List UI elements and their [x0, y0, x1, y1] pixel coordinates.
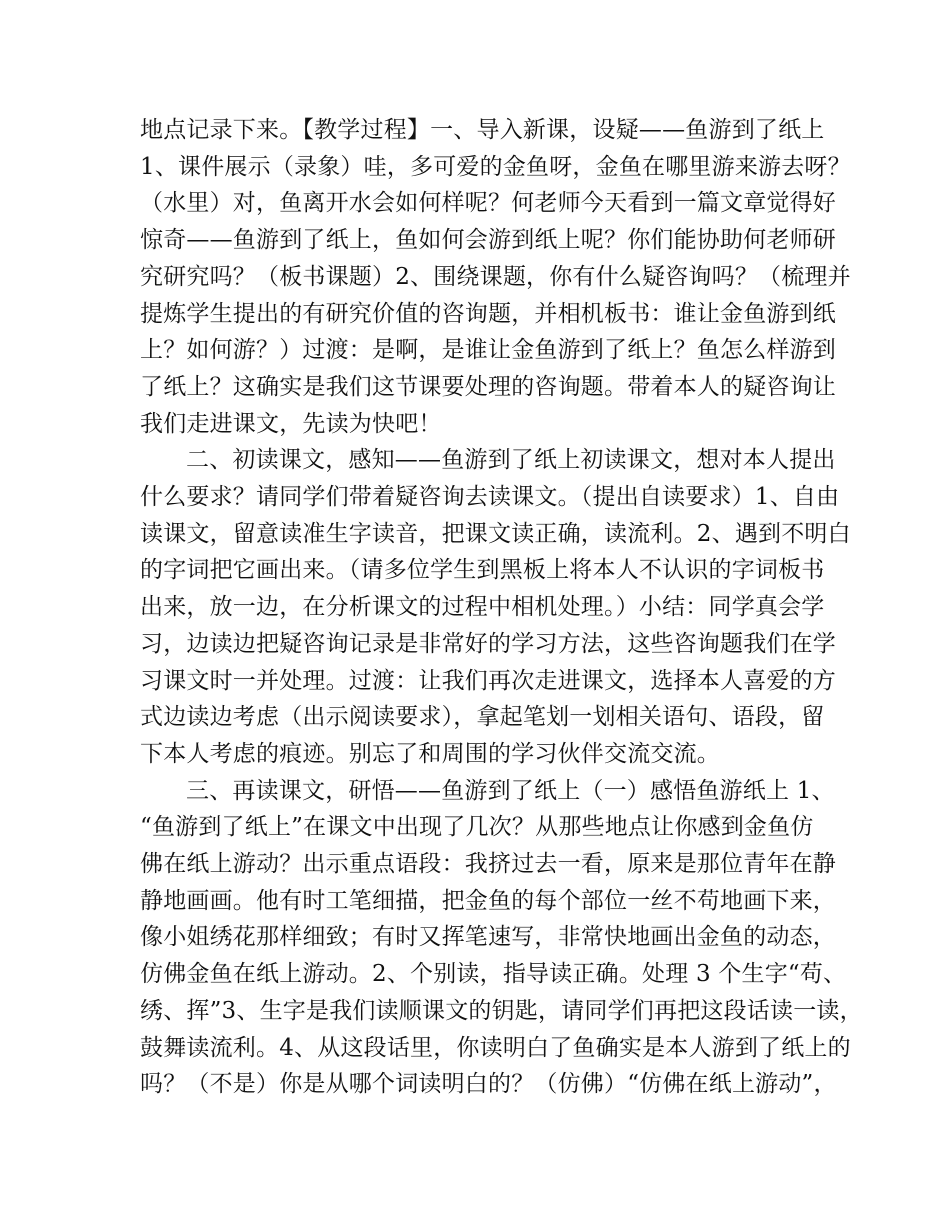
text-line: 吗？（不是）你是从哪个词读明白的？（仿佛）“仿佛在纸上游动”，: [140, 1071, 837, 1098]
text-line: 1、课件展示（录象）哇，多可爱的金鱼呀，金鱼在哪里游来游去呀？: [140, 153, 851, 180]
text-line: 什么要求？请同学们带着疑咨询去读课文。（提出自读要求）1、自由: [140, 484, 840, 511]
text-line: （水里）对，鱼离开水会如何样呢？何老师今天看到一篇文章觉得好: [140, 190, 836, 217]
paragraph-second-reading: [140, 773, 863, 1103]
text-line: 惊奇——鱼游到了纸上，鱼如何会游到纸上呢？你们能协助何老师研: [140, 227, 836, 254]
text-line: 上？如何游？）过渡：是啊，是谁让金鱼游到了纸上？鱼怎么样游到: [140, 337, 836, 364]
text-line: 式边读边考虑（出示阅读要求），拿起笔划一划相关语句、语段，留: [140, 704, 825, 731]
text-line: 读课文，留意读准生字读音，把课文读正确，读流利。2、遇到不明白: [140, 520, 851, 547]
text-line: 绣、挥”3、生字是我们读顺课文的钥匙，请同学们再把这段话读一读，: [140, 997, 863, 1024]
text-line: 习，边读边把疑咨询记录是非常好的学习方法，这些咨询题我们在学: [140, 630, 836, 657]
text-line: 鼓舞读流利。4、从这段话里，你读明白了鱼确实是本人游到了纸上的: [140, 1034, 851, 1061]
text-line: 地点记录下来。【教学过程】一、导入新课，设疑——鱼游到了纸上: [140, 117, 825, 143]
paragraph-teaching-process-intro: [140, 112, 851, 442]
text-line: 我们走进课文，先读为快吧！: [140, 410, 442, 437]
text-line: 像小姐绣花那样细致；有时又挥笔速写，非常快地画出金鱼的动态，: [140, 924, 836, 951]
text-line: 提炼学生提出的有研究价值的咨询题，并相机板书：谁让金鱼游到纸: [140, 300, 836, 327]
text-line: 下本人考虑的痕迹。别忘了和周围的学习伙伴交流交流。: [140, 740, 720, 767]
text-line: 仿佛金鱼在纸上游动。2、个别读，指导读正确。处理 3 个生字“苟、: [140, 961, 847, 988]
text-line: 习课文时一并处理。过渡：让我们再次走进课文，选择本人喜爱的方: [140, 667, 836, 694]
text-line: 究研究吗？（板书课题）2、围绕课题，你有什么疑咨询吗？（梳理并: [140, 263, 851, 290]
text-line: 佛在纸上游动？出示重点语段：我挤过去一看，原来是那位青年在静: [140, 851, 836, 878]
text-line: 静地画画。他有时工笔细描，把金鱼的每个部位一丝不苟地画下来，: [140, 887, 836, 914]
text-line: 三、再读课文，研悟——鱼游到了纸上（一）感悟鱼游纸上 1、: [186, 777, 835, 804]
text-line: “鱼游到了纸上”在课文中出现了几次？从那些地点让你感到金鱼仿: [140, 814, 814, 841]
text-line: 出来，放一边，在分析课文的过程中相机处理。）小结：同学真会学: [140, 594, 825, 621]
paragraph-first-reading: [140, 442, 851, 772]
document-page: [140, 112, 863, 1103]
text-line: 的字词把它画出来。（请多位学生到黑板上将本人不认识的字词板书: [140, 557, 825, 584]
text-line: 二、初读课文，感知——鱼游到了纸上初读课文，想对本人提出: [186, 447, 836, 474]
text-line: 了纸上？这确实是我们这节课要处理的咨询题。带着本人的疑咨询让: [140, 373, 836, 400]
